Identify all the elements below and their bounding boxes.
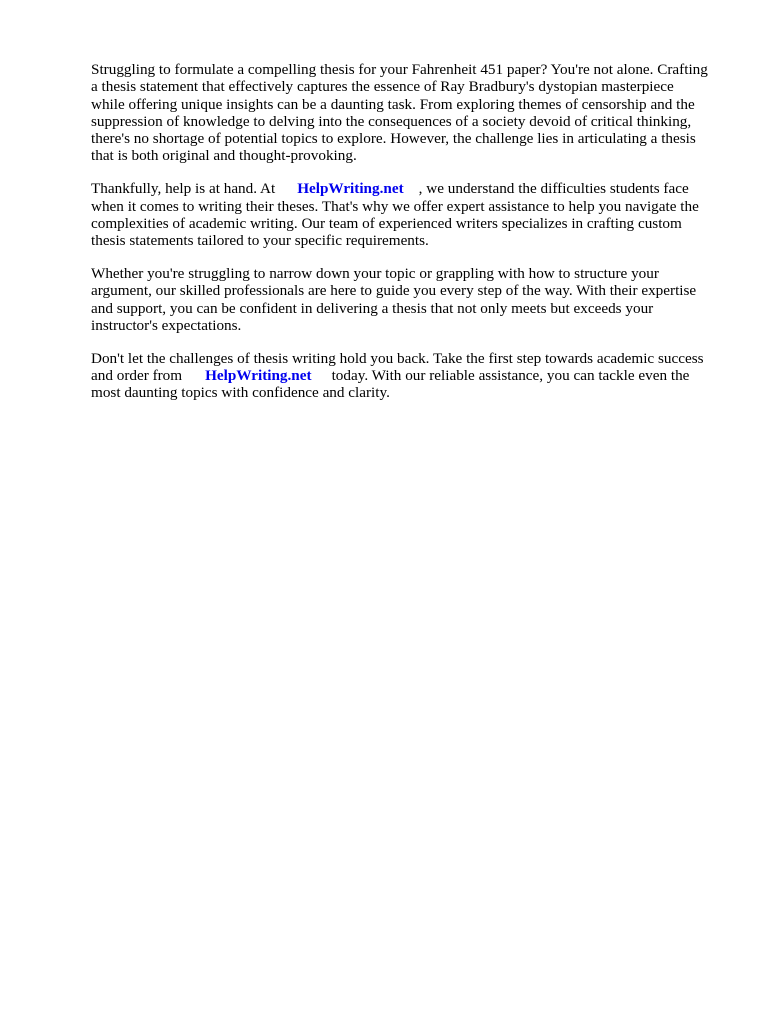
text-segment: , we understand the difficulties students face [418,180,689,198]
text-line: while offering unique insights can be a daunting task. From exploring themes of censorship and the [91,95,695,113]
text-line [91,367,721,384]
text-line: complexities of academic writing. Our team of experienced writers specializes in crafting custom [91,214,682,232]
helpwriting-link[interactable]: HelpWriting.net [297,180,404,198]
paragraph-cta [91,350,721,402]
text-line: there's no shortage of potential topics to explore. However, the challenge lies in articulating a thesis [91,130,696,148]
text-line: suppression of knowledge to delving into the consequences of a society devoid of critical thinking, [91,112,692,130]
text-line: Whether you're struggling to narrow down your topic or grappling with how to structure your [91,264,659,282]
text-line: that is both original and thought-provoking. [91,147,357,165]
helpwriting-link[interactable]: HelpWriting.net [205,366,312,384]
text-line: instructor's expectations. [91,316,242,334]
text-line: most daunting topics with confidence and clarity. [91,384,390,402]
text-line: and support, you can be confident in delivering a thesis that not only meets but exceeds your [91,299,654,317]
paragraph-intro [91,61,721,165]
text-line: Don't let the challenges of thesis writing hold you back. Take the first step towards academic success [91,349,704,367]
text-segment: today. With our reliable assistance, you can tackle even the [331,366,690,384]
text-segment: Thankfully, help is at hand. At [91,180,276,198]
text-line: argument, our skilled professionals are here to guide you every step of the way. With their expertise [91,282,697,300]
document-body [91,61,721,417]
text-line: a thesis statement that effectively captures the essence of Ray Bradbury's dystopian masterpiece [91,78,674,96]
text-line [91,180,721,197]
text-line: Struggling to formulate a compelling thesis for your Fahrenheit 451 paper? You're not alone. Crafting [91,61,708,78]
paragraph-help [91,180,721,249]
text-line: when it comes to writing their theses. That's why we offer expert assistance to help you navigate the [91,197,699,215]
text-segment: and order from [91,366,183,384]
paragraph-support [91,265,721,334]
text-line: thesis statements tailored to your specific requirements. [91,232,429,250]
